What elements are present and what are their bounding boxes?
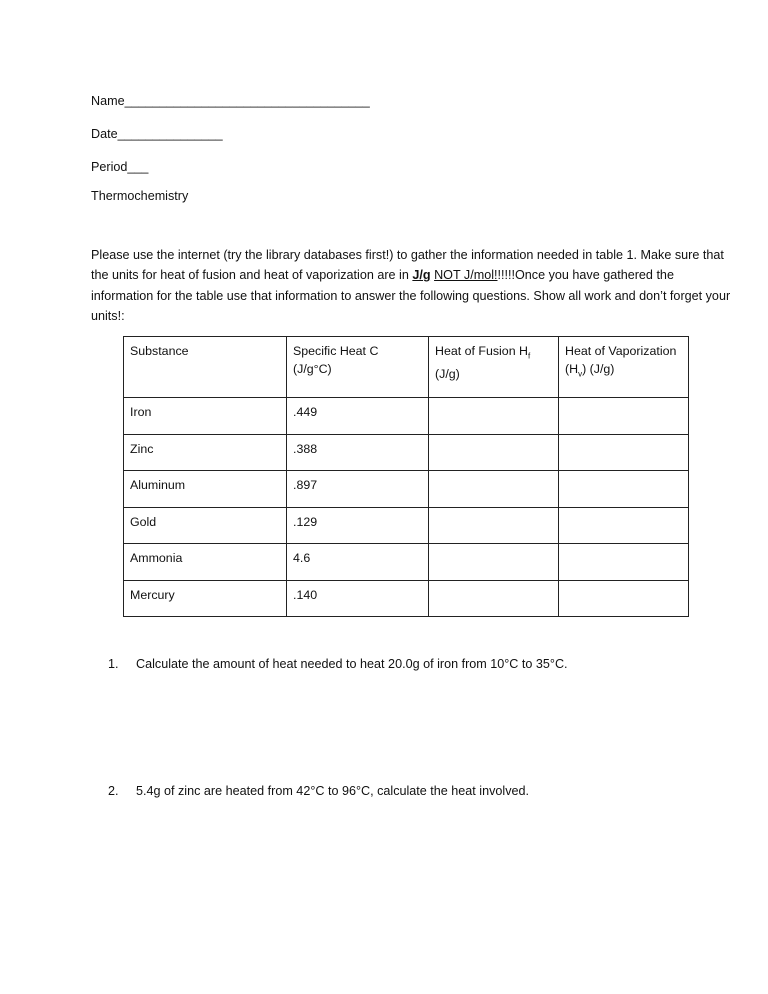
cell-substance: Aluminum [124, 471, 287, 508]
header-heat-of-vaporization: Heat of Vaporization $(H_v)$ (J/g) [559, 337, 689, 398]
question-text: Calculate the amount of heat needed to heat 20.0g of iron from 10°C to 35°C. [136, 657, 568, 671]
instructions-part-2: !!!!!Once you have gathered the information for the table use that information to answer the following questions. Show all work and don’t forget your units!: [91, 268, 731, 323]
cell-heat-of-vaporization[interactable] [559, 580, 689, 617]
table-header-row [124, 337, 689, 398]
cell-heat-of-fusion[interactable] [429, 507, 559, 544]
data-table [123, 336, 689, 617]
header-specific-heat: Specific Heat C (J/g°C) [287, 337, 429, 398]
header-heat-of-fusion: Heat of Fusion $H_f$ (J/g) [429, 337, 559, 398]
header-substance: Substance [124, 337, 287, 398]
instructions-part-1: Please use the internet (try the library databases first!) to gather the information needed in table 1. Make sure that the units for heat of fusion and heat of vaporization are in [91, 248, 724, 283]
cell-heat-of-vaporization[interactable] [559, 434, 689, 471]
emphasized-unit: J/g [412, 268, 431, 283]
cell-heat-of-fusion[interactable] [429, 471, 559, 508]
table-row [124, 507, 689, 544]
topic-title: Thermochemistry [91, 189, 189, 203]
instructions-paragraph [91, 245, 731, 326]
question-1 [108, 656, 568, 672]
cell-heat-of-fusion[interactable] [429, 544, 559, 581]
cell-substance: Iron [124, 398, 287, 435]
cell-specific-heat: .388 [287, 434, 429, 471]
table-row [124, 580, 689, 617]
cell-heat-of-fusion[interactable] [429, 434, 559, 471]
period-line: Period___ [91, 160, 149, 174]
cell-heat-of-vaporization[interactable] [559, 544, 689, 581]
question-number: 2. [108, 784, 119, 798]
question-text: 5.4g of zinc are heated from 42°C to 96°C, calculate the heat involved. [136, 784, 530, 798]
table-row [124, 398, 689, 435]
cell-heat-of-fusion[interactable] [429, 580, 559, 617]
table-row [124, 434, 689, 471]
question-2 [108, 783, 529, 799]
cell-specific-heat: 4.6 [287, 544, 429, 581]
not-unit: NOT J/mol! [434, 268, 498, 283]
cell-heat-of-vaporization[interactable] [559, 398, 689, 435]
cell-specific-heat: .129 [287, 507, 429, 544]
cell-heat-of-vaporization[interactable] [559, 507, 689, 544]
cell-specific-heat: .449 [287, 398, 429, 435]
cell-substance: Mercury [124, 580, 287, 617]
cell-substance: Gold [124, 507, 287, 544]
date-line: Date_______________ [91, 127, 223, 141]
cell-substance: Zinc [124, 434, 287, 471]
name-line: Name___________________________________ [91, 94, 370, 108]
question-number: 1. [108, 657, 119, 671]
cell-specific-heat: .140 [287, 580, 429, 617]
table-row [124, 544, 689, 581]
table-row [124, 471, 689, 508]
cell-specific-heat: .897 [287, 471, 429, 508]
cell-heat-of-vaporization[interactable] [559, 471, 689, 508]
cell-heat-of-fusion[interactable] [429, 398, 559, 435]
cell-substance: Ammonia [124, 544, 287, 581]
